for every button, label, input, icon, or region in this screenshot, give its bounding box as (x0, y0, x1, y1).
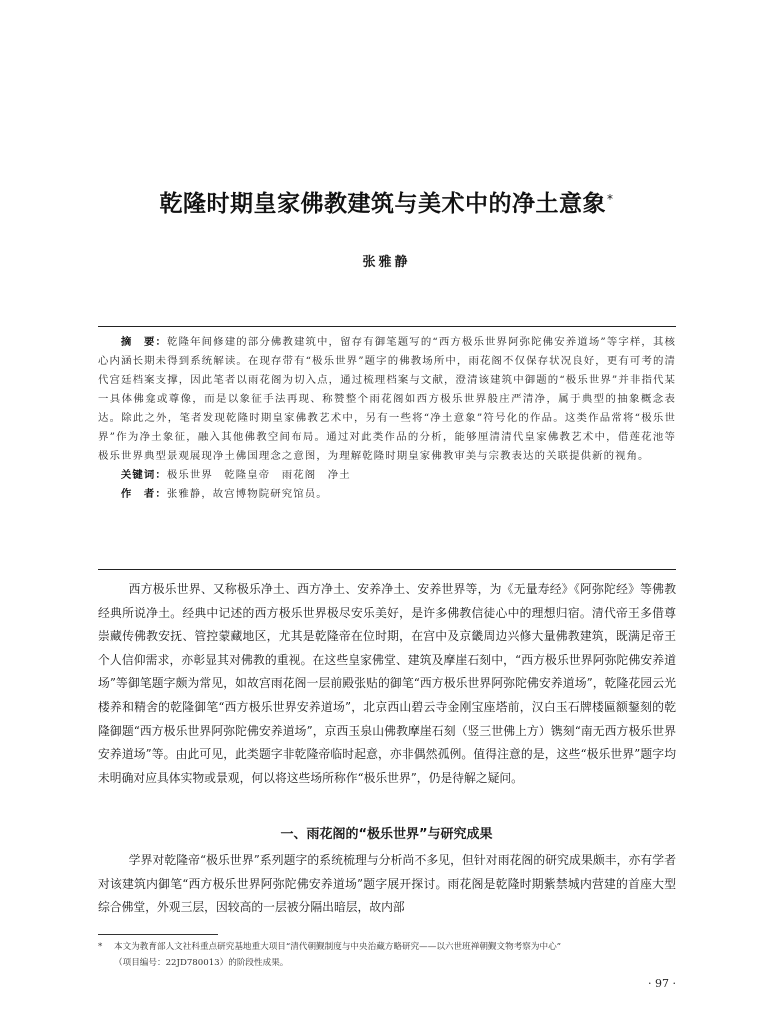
abstract-bottom-rule (98, 569, 676, 570)
section-heading: 一、雨花阁的“极乐世界”与研究成果 (280, 826, 493, 842)
article-author: 张雅静 (362, 255, 411, 270)
page-number: · 97 · (648, 977, 676, 990)
footnote (98, 939, 676, 971)
footnote-text: 本文为教育部人文社科重点研究基地重大项目“清代朝觐制度与中央治藏方略研究——以六世班禅朝觐文物考察为中心” (114, 942, 562, 952)
abstract-text: 乾隆年间修建的部分佛教建筑中，留存有御笔题写的“西方极乐世界阿弥陀佛安养道场”等字样，其核心内涵长期未得到系统解读。在现存带有“极乐世界”题字的佛教场所中，雨花阁不仅保存状况良好，更有可考的清代宫廷档案支撑，因此笔者以雨花阁为切入点，通过梳理档案与文献，澄清该建筑中御题的“极乐世界”并非指代某一具体佛龛或尊像，而是以象征手法再现、称赞整个雨花阁如西方极乐世界般庄严清净，属于典型的抽象概念表达。除此之外，笔者发现乾隆时期皇家佛教艺术中，另有一些将“净土意象”符号化的作品。这类作品常将“极乐世界”作为净土象征，融入其他佛教空间布局。通过对此类作品的分析，能够厘清清代皇家佛教艺术中，借莲花池等极乐世界典型景观展现净土佛国理念之意图，为理解乾隆时期皇家佛教审美与宗教表达的关联提供新的视角。 (98, 336, 676, 462)
title-footnote-mark: * (607, 192, 614, 207)
keywords-line (98, 466, 676, 485)
abstract-label: 摘 要： (120, 336, 168, 348)
footnote-continuation: （项目编号：22JD780013）的阶段性成果。 (114, 958, 289, 968)
section-body (98, 849, 676, 920)
article-title-text: 乾隆时期皇家佛教建筑与美术中的净土意象 (159, 191, 606, 218)
footnote-rule (98, 934, 218, 935)
abstract-paragraph (98, 333, 676, 466)
keywords-text: 极乐世界 乾隆皇帝 雨花阁 净土 (166, 469, 351, 481)
keywords-label: 关键词： (120, 469, 167, 481)
author-info-label: 作 者： (120, 488, 167, 500)
footnote-mark: * (98, 942, 103, 952)
article-title (0, 185, 773, 218)
footnote-line (98, 939, 676, 955)
abstract-block (98, 333, 676, 504)
author-info-text: 张雅静，故宫博物院研究馆员。 (166, 488, 328, 500)
abstract-top-rule (98, 326, 676, 327)
author-info-line (98, 485, 676, 504)
intro-paragraph: 西方极乐世界、又称极乐净土、西方净土、安养净土、安养世界等，为《无量寿经》《阿弥陀经》等佛教经典所说净土。经典中记述的西方极乐世界极尽安乐美好，是许多佛教信徒心中的理想归宿。清代帝王多借尊崇藏传佛教安抚、管控蒙藏地区，尤其是乾隆帝在位时期，在宫中及京畿周边兴修大量佛教建筑，既满足帝王个人信仰需求，亦彰显其对佛教的重视。在这些皇家佛堂、建筑及摩崖石刻中，“西方极乐世界阿弥陀佛安养道场”等御笔题字颇为常见，如故宫雨花阁一层前殿张贴的御笔“西方极乐世界阿弥陀佛安养道场”，乾隆花园云光楼养和精舍的乾隆御笔“西方极乐世界安养道场”，北京西山碧云寺金刚宝座塔前，汉白玉石牌楼匾额鋬刻的乾隆御题“西方极乐世界阿弥陀佛安养道场”，京西玉泉山佛教摩崖石刻（竖三世佛上方）镌刻“南无西方极乐世界安养道场”等。由此可见，此类题字非乾隆帝临时起意，亦非偶然孤例。值得注意的是，这些“极乐世界”题字均未明确对应具体实物或景观，何以将这些场所称作“极乐世界”，仍是待解之疑问。 (98, 582, 676, 785)
intro-section (98, 578, 676, 790)
section-paragraph: 学界对乾隆帝“极乐世界”系列题字的系统梳理与分析尚不多见，但针对雨花阁的研究成果颇丰，亦有学者对该建筑内御笔“西方极乐世界阿弥陀佛安养道场”题字展开探讨。雨花阁是乾隆时期紫禁城内营建的首座大型综合佛堂，外观三层，因较高的一层被分隔出暗层，故内部 (98, 853, 676, 915)
